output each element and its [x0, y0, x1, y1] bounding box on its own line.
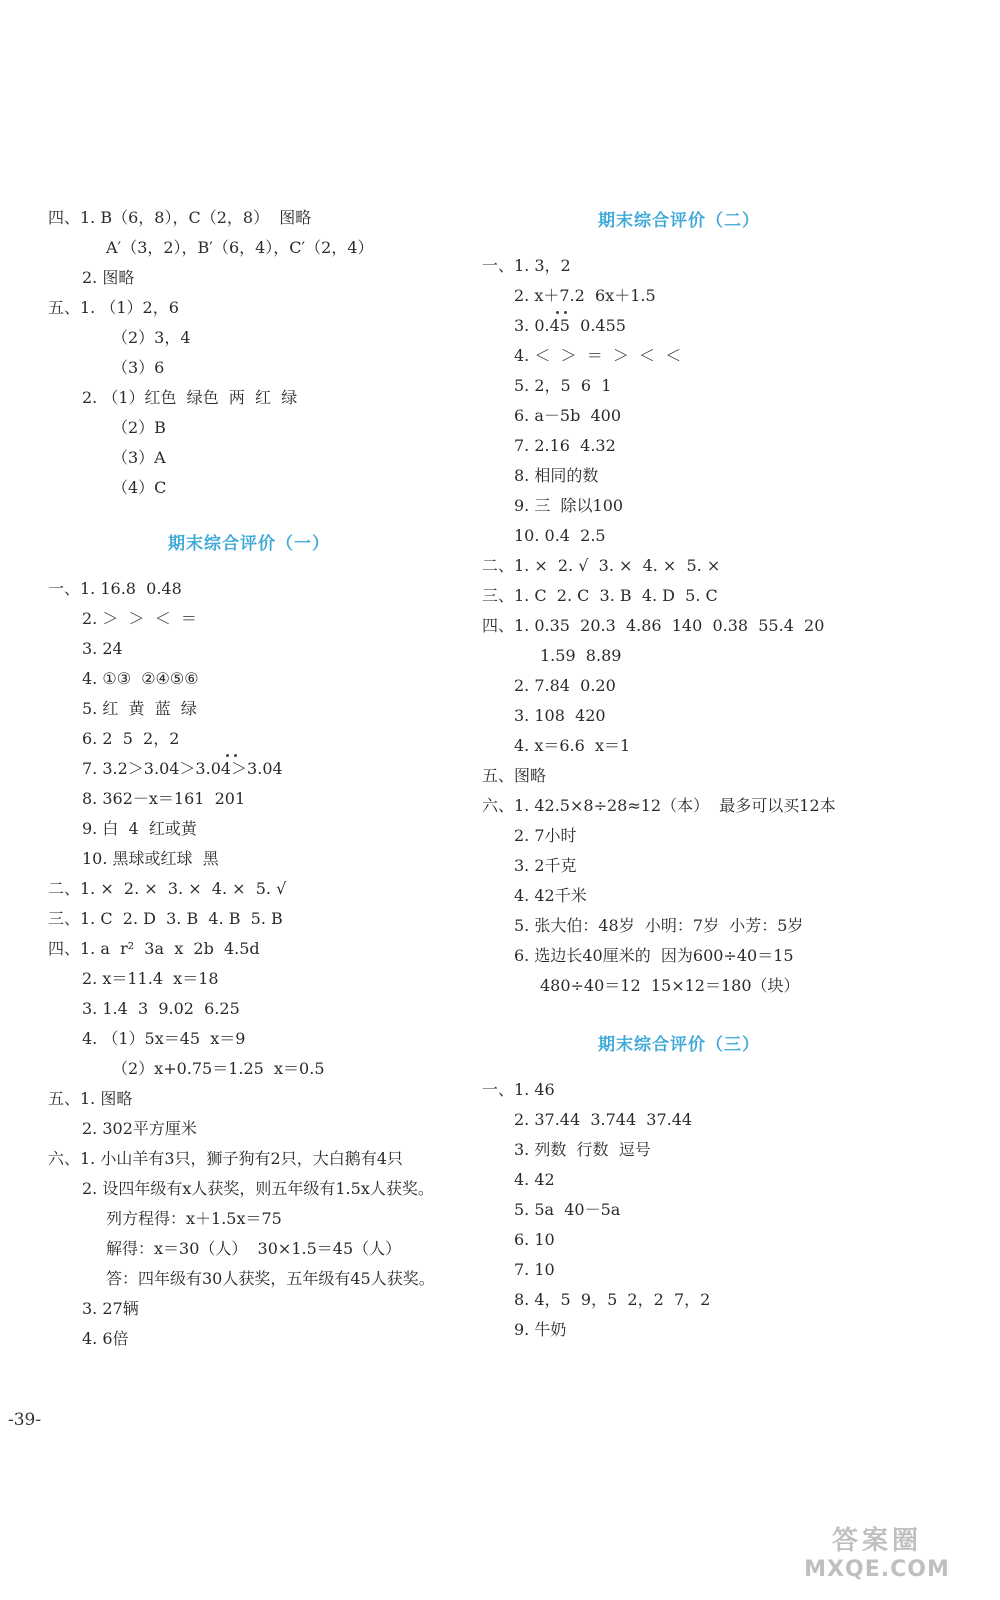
answer-line: （2）B	[112, 418, 166, 437]
answer-line: （4）C	[112, 478, 167, 497]
answer-line: 9. 白 4 红或黄	[82, 819, 197, 838]
answer-line: （3）6	[112, 358, 165, 377]
answer-line: 7. 2.16 4.32	[514, 436, 616, 455]
answer-line: 6. 2 5 2，2	[82, 729, 180, 748]
answer-line: 7. 3.2＞3.04＞3.04＞3.04	[82, 759, 283, 778]
answer-line: 4. ＜ ＞ ＝ ＞ ＜ ＜	[514, 346, 682, 365]
answer-line: 10. 黑球或红球 黑	[82, 849, 219, 868]
answer-line: （3）A	[112, 448, 166, 467]
answer-line: 2. x＋7.2 6x＋1.5	[514, 286, 656, 305]
answer-line: A′（3，2），B′（6，4），C′（2，4）	[106, 238, 374, 257]
answer-line: 列方程得：x＋1.5x＝75	[106, 1209, 282, 1228]
answer-line: 二、1. × 2. √ 3. × 4. × 5. ×	[482, 556, 721, 575]
answer-line: 三、1. C 2. C 3. B 4. D 5. C	[482, 586, 718, 605]
repeat-dot	[564, 311, 567, 314]
answer-line: 四、1. 0.35 20.3 4.86 140 0.38 55.4 20	[482, 616, 825, 635]
answer-line: 2. x＝11.4 x＝18	[82, 969, 219, 988]
answer-line: 四、1. a r² 3a x 2b 4.5d	[48, 939, 260, 958]
answer-line: 3. 24	[82, 639, 123, 658]
answer-line: 2. 37.44 3.744 37.44	[514, 1110, 693, 1129]
answer-line: （2）3，4	[112, 328, 191, 347]
repeat-dot	[226, 754, 229, 757]
answer-line: 2. ＞ ＞ ＜ ＝	[82, 609, 197, 628]
answer-line: 六、1. 42.5×8÷28≈12（本） 最多可以买12本	[482, 796, 836, 815]
answer-line: 8. 相同的数	[514, 466, 599, 485]
answer-line: 5. 2，5 6 1	[514, 376, 612, 395]
watermark-logo	[782, 1520, 972, 1590]
answer-line: 4. x＝6.6 x＝1	[514, 736, 631, 755]
answer-line: 8. 4，5 9，5 2，2 7，2	[514, 1290, 711, 1309]
answer-line: 7. 10	[514, 1260, 555, 1279]
answer-line: 3. 0.45 0.455	[514, 316, 626, 335]
watermark-bottom: MXQE.COM	[804, 1557, 950, 1582]
answer-line: 9. 三 除以100	[514, 496, 624, 515]
right-column	[482, 0, 988, 1600]
section-title: 期末综合评价（二）	[598, 211, 760, 231]
section-title: 期末综合评价（三）	[598, 1035, 760, 1055]
answer-line: 3. 27辆	[82, 1299, 139, 1318]
answer-line: 3. 列数 行数 逗号	[514, 1140, 651, 1159]
answer-line: 4. （1）5x＝45 x＝9	[82, 1029, 246, 1048]
answer-line: 一、1. 46	[482, 1080, 555, 1099]
answer-line: 4. ①③ ②④⑤⑥	[82, 669, 199, 688]
answer-line: 六、1. 小山羊有3只，狮子狗有2只，大白鹅有4只	[48, 1149, 403, 1168]
answer-line: 2. 7.84 0.20	[514, 676, 616, 695]
answer-line: 2. 7小时	[514, 826, 577, 845]
answer-line: 3. 108 420	[514, 706, 606, 725]
answer-line: 2. 图略	[82, 268, 135, 287]
section-title: 期末综合评价（一）	[168, 534, 330, 554]
answer-line: 二、1. × 2. × 3. × 4. × 5. √	[48, 879, 287, 898]
answer-line: 4. 42	[514, 1170, 555, 1189]
answer-line: 6. a－5b 400	[514, 406, 622, 425]
answer-line: 6. 选边长40厘米的 因为600÷40＝15	[514, 946, 794, 965]
answer-line: 2. （1）红色 绿色 两 红 绿	[82, 388, 298, 407]
answer-line: 8. 362－x＝161 201	[82, 789, 246, 808]
answer-line: 2. 302平方厘米	[82, 1119, 197, 1138]
page-number: -39-	[8, 1410, 42, 1430]
answer-line: 五、1. 图略	[48, 1089, 133, 1108]
answer-line: 一、1. 3，2	[482, 256, 571, 275]
answer-line: 4. 42千米	[514, 886, 587, 905]
answer-line: 5. 红 黄 蓝 绿	[82, 699, 197, 718]
answer-line: 5. 张大伯：48岁 小明：7岁 小芳：5岁	[514, 916, 804, 935]
repeat-dot	[556, 311, 559, 314]
answer-line: 3. 1.4 3 9.02 6.25	[82, 999, 240, 1018]
answer-line: 10. 0.4 2.5	[514, 526, 606, 545]
answer-line: 480÷40＝12 15×12＝180（块）	[540, 976, 800, 995]
answer-line: 5. 5a 40－5a	[514, 1200, 621, 1219]
answer-line: 三、1. C 2. D 3. B 4. B 5. B	[48, 909, 283, 928]
answer-line: 6. 10	[514, 1230, 555, 1249]
answer-line: 一、1. 16.8 0.48	[48, 579, 182, 598]
answer-line: 4. 6倍	[82, 1329, 129, 1348]
answer-line: 2. 设四年级有x人获奖，则五年级有1.5x人获奖。	[82, 1179, 434, 1198]
answer-line: 五、图略	[482, 766, 547, 785]
answer-line: 解得：x＝30（人） 30×1.5＝45（人）	[106, 1239, 402, 1258]
answer-line: 四、1. B（6，8），C（2，8） 图略	[48, 208, 312, 227]
watermark-top: 答案圈	[831, 1526, 922, 1556]
answer-line: 1.59 8.89	[540, 646, 622, 665]
answer-line: 3. 2千克	[514, 856, 577, 875]
answer-line: 答：四年级有30人获奖，五年级有45人获奖。	[106, 1269, 435, 1288]
answer-line: 9. 牛奶	[514, 1320, 567, 1339]
repeat-dot	[234, 754, 237, 757]
answer-line: 五、1. （1）2，6	[48, 298, 179, 317]
answer-line: （2）x+0.75＝1.25 x＝0.5	[112, 1059, 325, 1078]
